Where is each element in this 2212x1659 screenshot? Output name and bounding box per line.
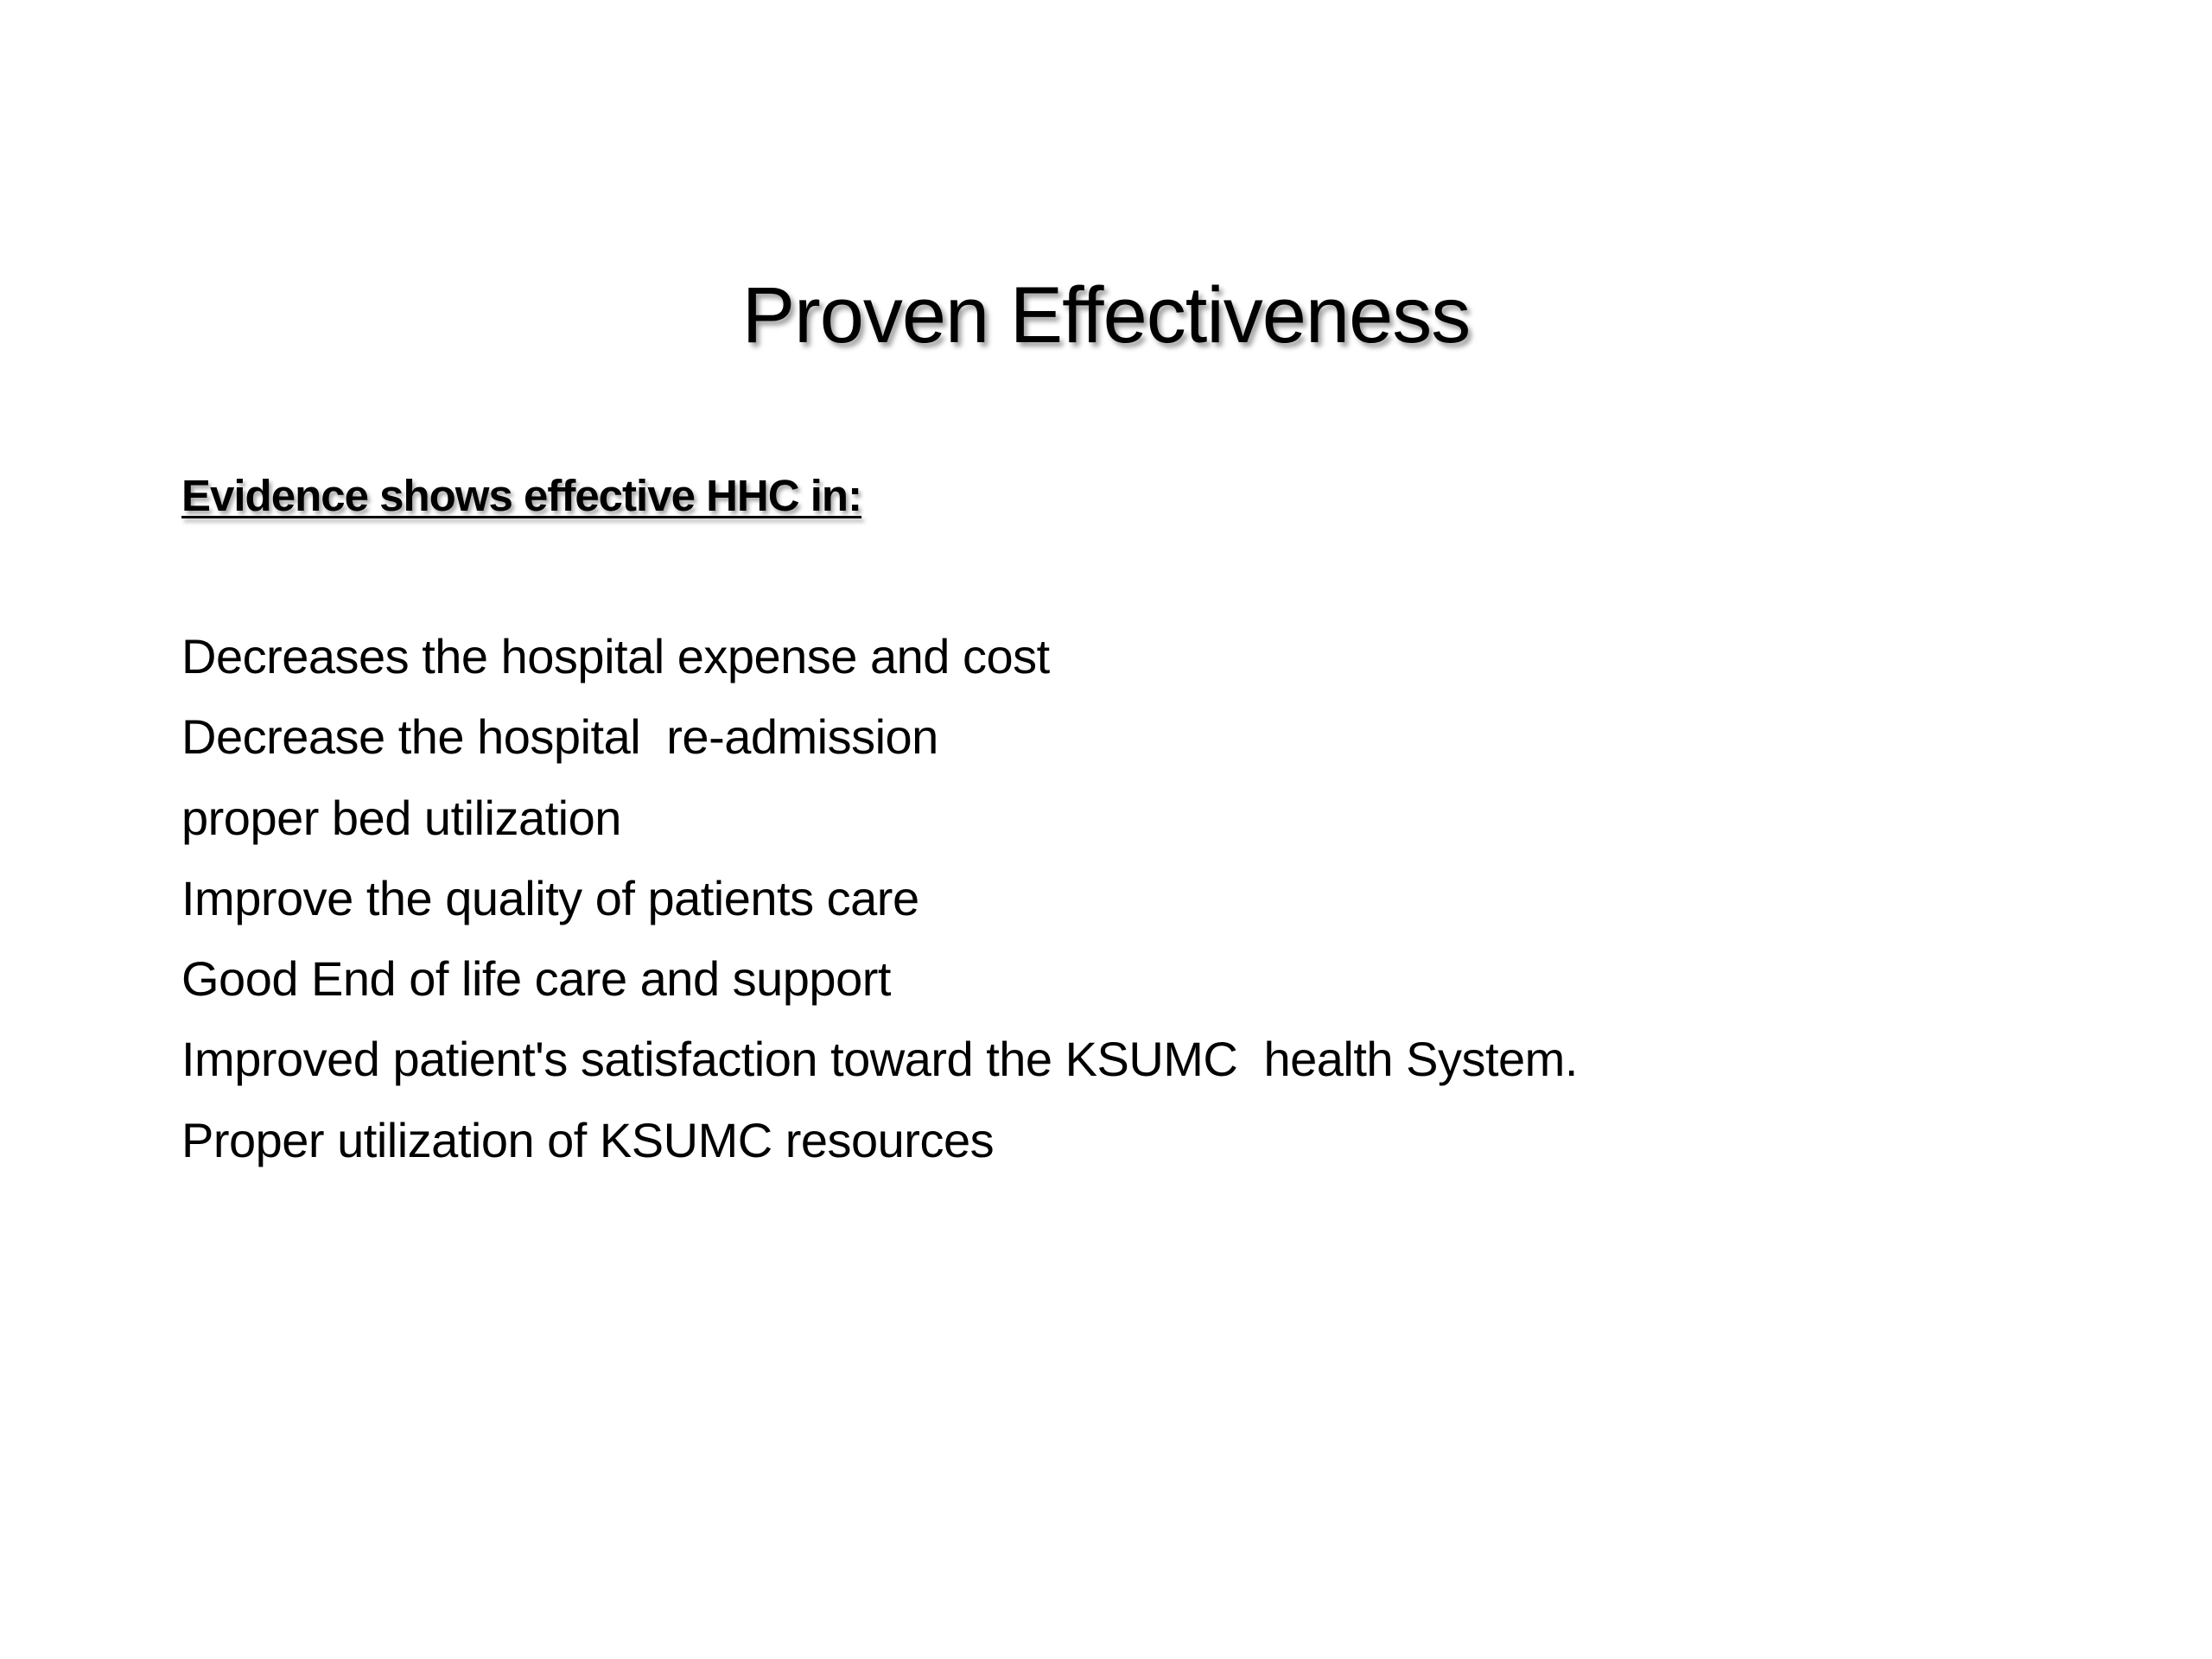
evidence-subheading: Evidence shows effective HHC in:: [181, 471, 862, 520]
list-item: Improved patient's satisfaction toward the KSUMC health System.: [181, 1032, 1578, 1087]
list-item: proper bed utilization: [181, 790, 621, 845]
effectiveness-list: [181, 616, 1578, 1180]
list-item: Good End of life care and support: [181, 951, 891, 1007]
list-item: Decreases the hospital expense and cost: [181, 629, 1050, 683]
list-item: Decrease the hospital re-admission: [181, 709, 938, 765]
list-item: Improve the quality of patients care: [181, 870, 919, 925]
slide-title: Proven Effectiveness: [741, 271, 1471, 359]
list-item: Proper utilization of KSUMC resources: [181, 1112, 995, 1167]
